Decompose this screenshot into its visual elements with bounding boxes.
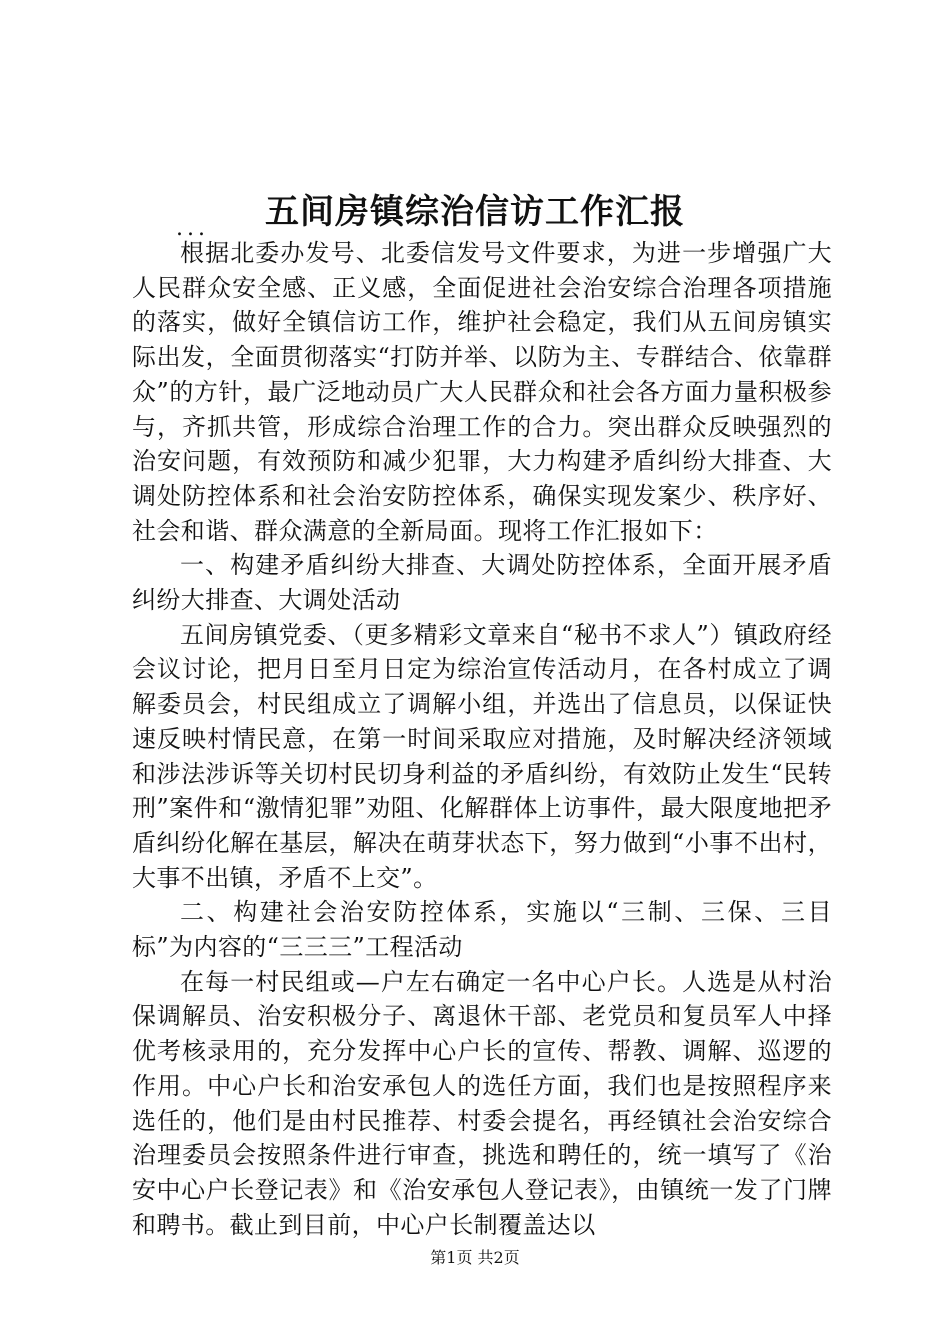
paragraph-section-one: 五间房镇党委、（更多精彩文章来自“秘书不求人”）镇政府经会议讨论，把月日至月日定为综治宣传活动月，在各村成立了调解委员会，村民组成立了调解小组，并选出了信息员，以保证快速反映村情民意，在第一时间采取应对措施，及时解决经济领域和涉法涉诉等关切村民切身利益的矛盾纠纷，有效防止发生“民转刑”案件和“激情犯罪”劝阻、化解群体上访事件，最大限度地把矛盾纠纷化解在基层，解决在萌芽状态下，努力做到“小事不出村，大事不出镇，矛盾不上交”。 (132, 620, 832, 892)
ellipsis-marker: ... (176, 216, 209, 241)
paragraph-intro: 根据北委办发号、北委信发号文件要求，为进一步增强广大人民群众安全感、正义感，全面促进社会治安综合治理各项措施的落实，做好全镇信访工作，维护社会稳定，我们从五间房镇实际出发，全面贯彻落实“打防并举、以防为主、专群结合、依靠群众”的方针，最广泛地动员广大人民群众和社会各方面力量积极参与，齐抓共管，形成综合治理工作的合力。突出群众反映强烈的治安问题，有效预防和减少犯罪，大力构建矛盾纠纷大排查、大调处防控体系和社会治安防控体系，确保实现发案少、秩序好、社会和谐、群众满意的全新局面。现将工作汇报如下： (132, 239, 832, 545)
section-heading-one: 一、构建矛盾纠纷大排查、大调处防控体系，全面开展矛盾纠纷大排查、大调处活动 (132, 551, 832, 615)
section-heading-two: 二、构建社会治安防控体系，实施以“三制、三保、三目标”为内容的“三三三”工程活动 (132, 898, 832, 962)
page-number-footer: 第1页 共2页 (430, 1248, 520, 1267)
document-title: 五间房镇综治信访工作汇报 (265, 192, 685, 232)
paragraph-section-two: 在每一村民组或—户左右确定一名中心户长。人选是从村治保调解员、治安积极分子、离退休干部、老党员和复员军人中择优考核录用的，充分发挥中心户长的宣传、帮教、调解、巡逻的作用。中心户长和治安承包人的选任方面，我们也是按照程序来选任的，他们是由村民推荐、村委会提名，再经镇社会治安综合治理委员会按照条件进行审查，挑选和聘任的，统一填写了《治安中心户长登记表》和《治安承包人登记表》，由镇统一发了门牌和聘书。截止到目前，中心户长制覆盖达以 (132, 967, 832, 1239)
document-body (132, 236, 832, 1242)
